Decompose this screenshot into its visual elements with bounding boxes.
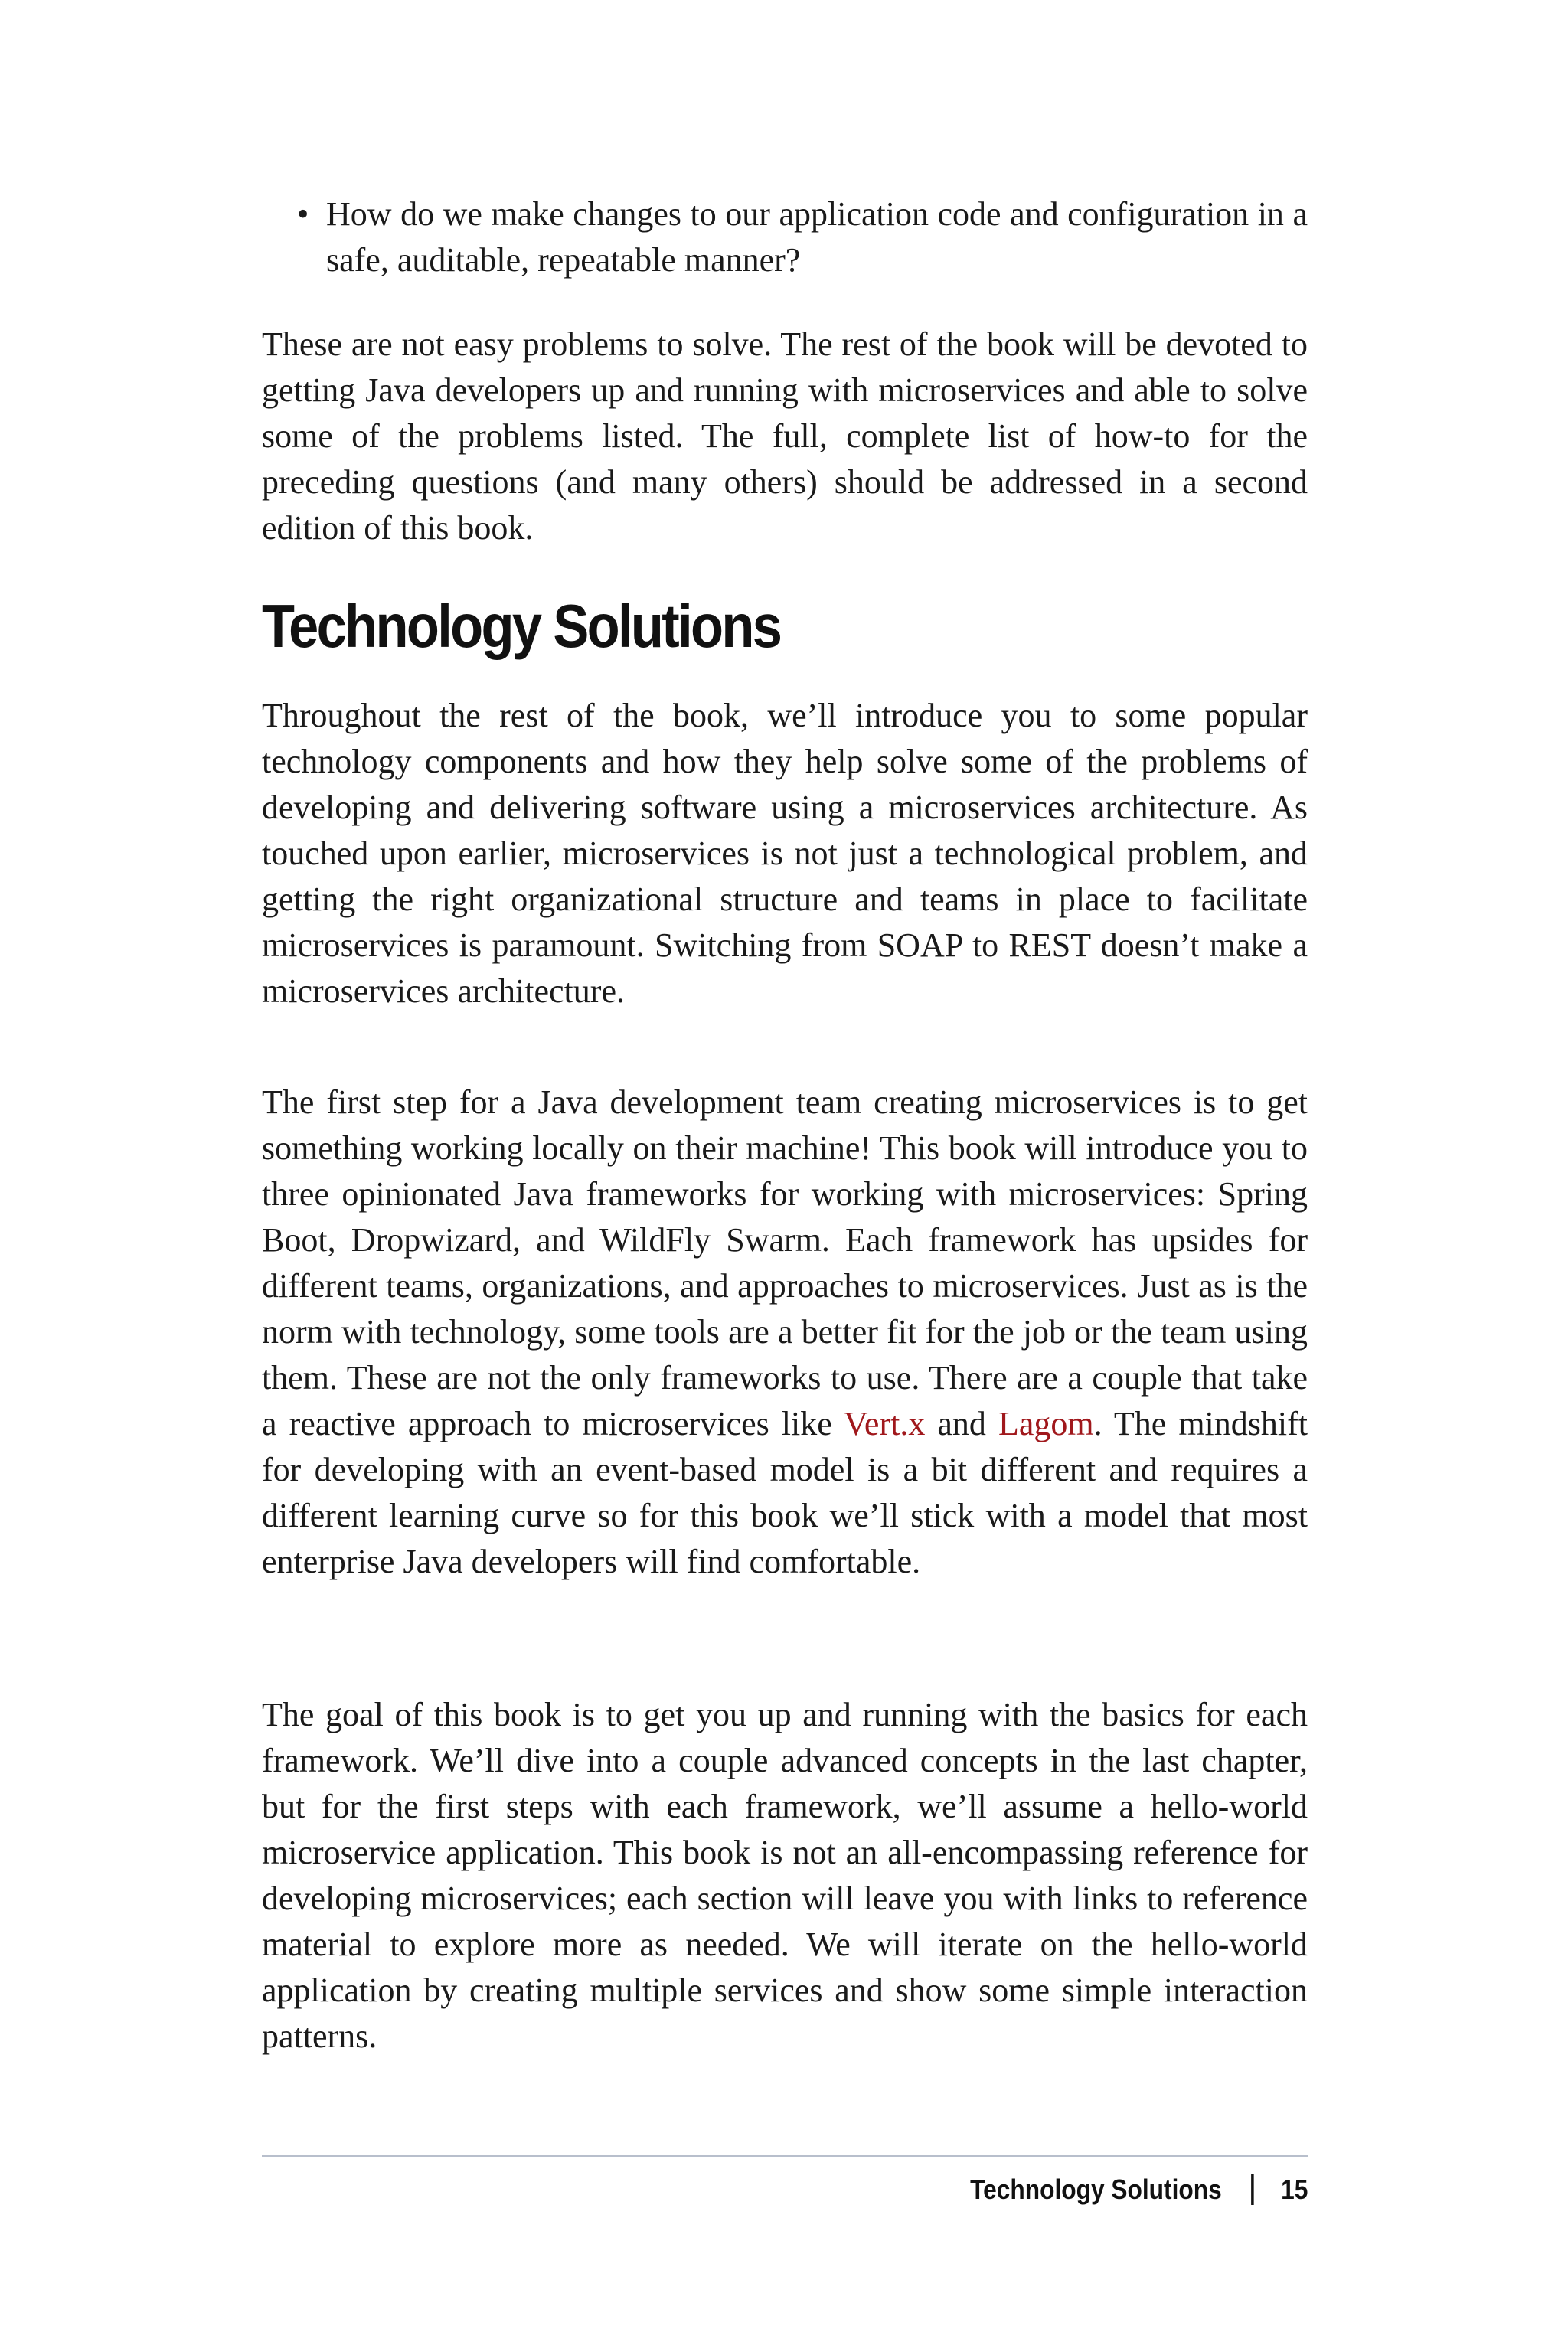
footer-separator [1251, 2174, 1254, 2205]
paragraph-2-text-c: . The mindshift for developing with an event-based model is a bit different and requires a different learning curve so for this book we’ll stick with a model that most enterprise Java developers will find comfortable. [262, 1405, 1308, 1580]
paragraph-2-text-a: The first step for a Java development team creating microservices is to get something working locally on their machine! This book will introduce you to three opinionated Java frameworks for working with microservices: Spring Boot, Dropwizard, and WildFly Swarm. Each framework has upsides for different teams, organizations, and approaches to microservices. Just as is the norm with technology, some tools are a better fit for the job or the team using them. These are not the only frameworks to use. There are a couple that take a reactive approach to microservices like [262, 1083, 1308, 1442]
paragraph-2 [262, 1080, 1308, 1585]
running-title: Technology Solutions [969, 2174, 1222, 2205]
paragraph-1: Throughout the rest of the book, we’ll introduce you to some popular technology components and how they help solve some of the problems of developing and delivering software using a microservices architecture. As touched upon earlier, microservices is not just a technological problem, and getting the right organizational structure and teams in place to facilitate microservices is paramount. Switching from SOAP to REST doesn’t make a microservices architecture. [262, 697, 1308, 1010]
page-number: 15 [1280, 2174, 1308, 2205]
bullet-list [262, 191, 1308, 283]
footer-rule [262, 2155, 1308, 2157]
paragraph-2-text-b: and [925, 1405, 998, 1442]
vertx-link[interactable]: Vert.x [844, 1405, 926, 1442]
paragraph-3: The goal of this book is to get you up and running with the basics for each framework. We’ll dive into a couple advanced concepts in the last chapter, but for the first steps with each framework, we’ll assume a hello-world microservice application. This book is not an all-encompassing reference for developing microservices; each section will leave you with links to reference material to explore more as needed. We will iterate on the hello-world application by creating multiple services and show some simple interaction patterns. [262, 1696, 1308, 2055]
intro-paragraph: These are not easy problems to solve. The rest of the book will be devoted to getting Java developers up and running with microservices and able to solve some of the problems listed. The full, complete list of how-to for the preceding questions (and many others) should be addressed in a second edition of this book. [262, 325, 1308, 547]
bullet-icon: • [297, 195, 309, 233]
book-page [262, 0, 1308, 2352]
section-heading: Technology Solutions [262, 592, 781, 660]
lagom-link[interactable]: Lagom [998, 1405, 1094, 1442]
bullet-item [262, 191, 1308, 283]
bullet-text: How do we make changes to our application code and configuration in a safe, auditable, repeatable manner? [326, 195, 1308, 279]
page-footer [970, 2168, 1308, 2211]
